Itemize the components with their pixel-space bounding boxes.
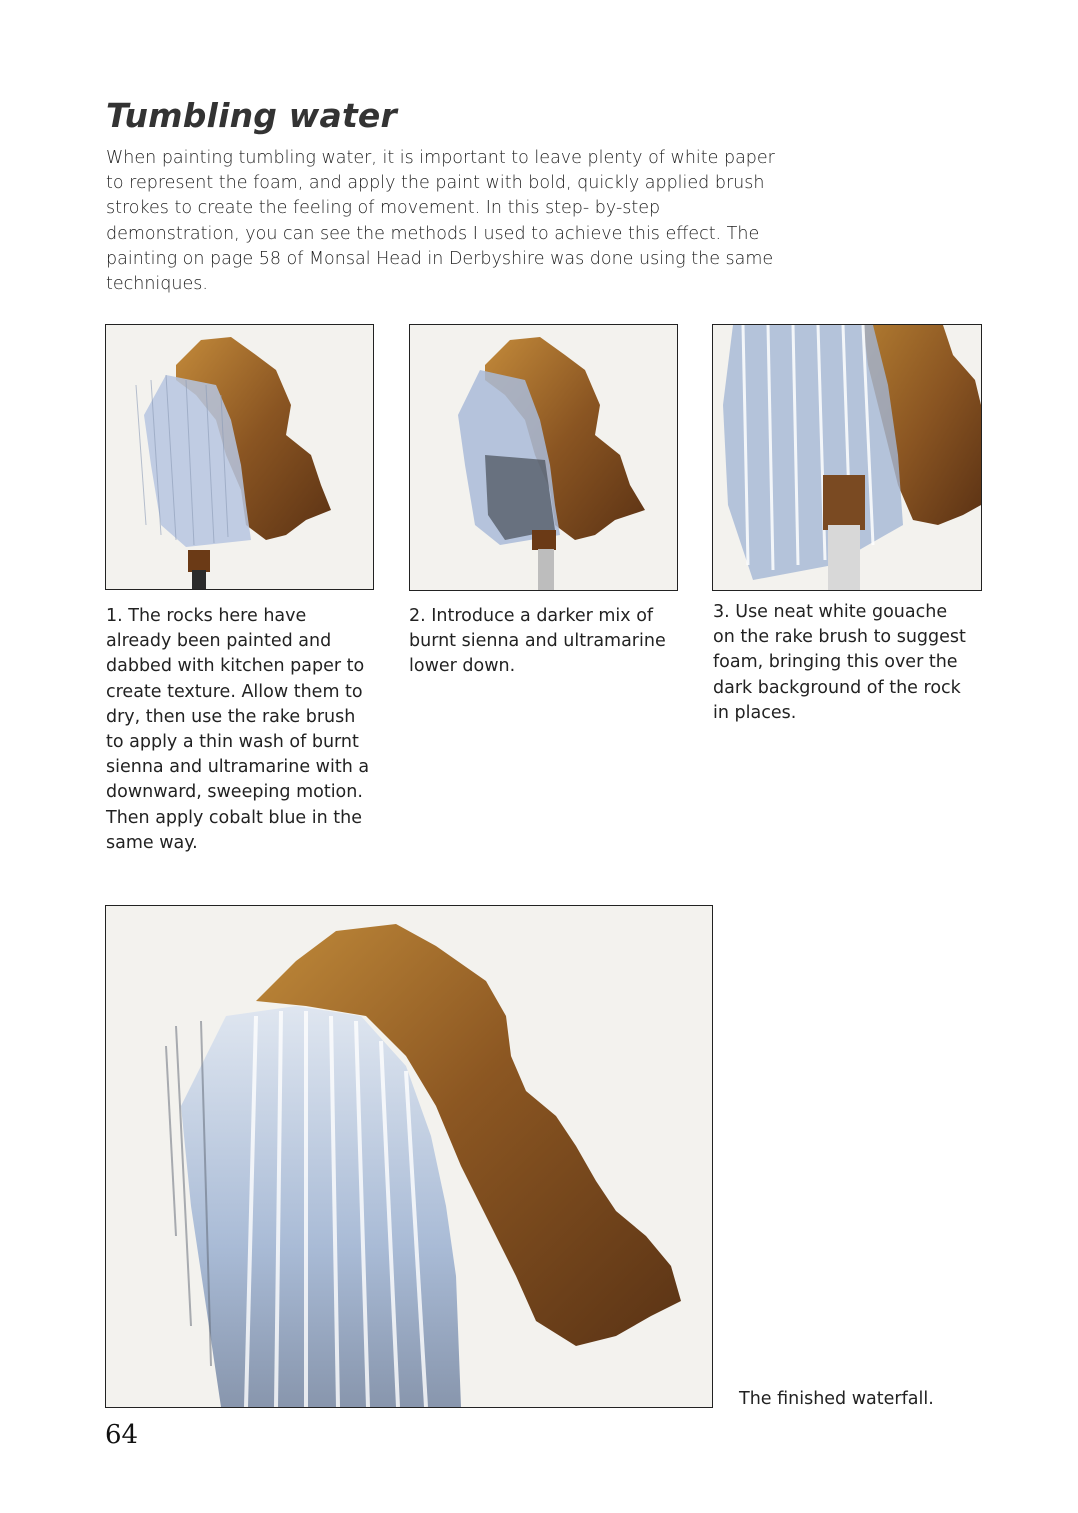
step-3-photo [712, 324, 982, 591]
page-title: Tumbling water [106, 96, 397, 135]
step-2-caption: 2. Introduce a darker mix of burnt sienna and ultramarine lower down. [409, 606, 666, 677]
step-1-photo [105, 324, 374, 590]
intro-paragraph: When painting tumbling water, it is important to leave plenty of white paper to represent the foam, and apply the paint with bold, quickly applied brush strokes to create the feeling of movement. In this step- by-step demonstration, you can see the methods I used to achieve this effect. The painting on page 58 of Monsal Head in Derbyshire was done using the same techniques. [106, 148, 775, 295]
step-1-caption: 1. The rocks here have already been painted and dabbed with kitchen paper to create texture. Allow them to dry, then use the rake brush to apply a thin wash of burnt sienna and ultramarine with a downward, sweeping motion. Then apply cobalt blue in the same way. [106, 606, 370, 853]
finished-caption: The finished waterfall. [739, 1389, 934, 1409]
step-3-caption: 3. Use neat white gouache on the rake brush to suggest foam, bringing this over the dark background of the rock in places. [713, 602, 966, 723]
finished-waterfall-photo [105, 905, 713, 1408]
step-2-photo [409, 324, 678, 591]
page-number: 64 [105, 1420, 139, 1450]
